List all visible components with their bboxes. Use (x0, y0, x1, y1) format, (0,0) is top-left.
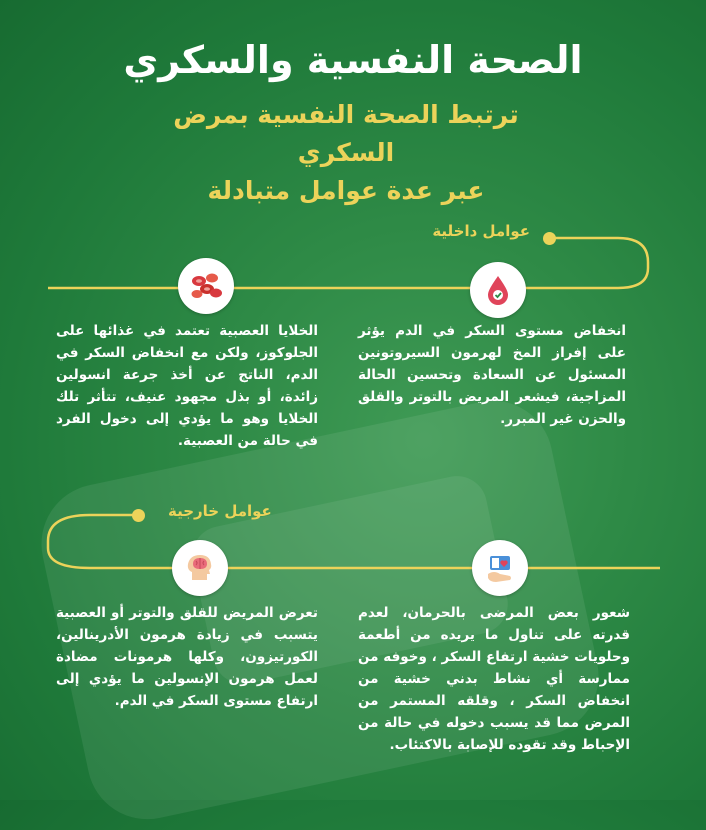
blood-cells-icon (187, 267, 225, 305)
hand-phone-icon (482, 550, 518, 586)
external-factors-tag: عوامل خارجية (168, 502, 272, 520)
brain-head-icon (182, 550, 218, 586)
subtitle-line-1: ترتبط الصحة النفسية بمرض السكري (173, 100, 519, 167)
internal-left-icon-circle (178, 258, 234, 314)
external-left-paragraph: تعرض المريض للقلق والتوتر أو العصبية يتسبب في زيادة هرمون الأدرينالين، الكورتيزون، وكلها هرمونات مضادة لعمل هرمون الإنسولين ما يؤدي إلى ارتفاع مستوى السكر في الدم. (56, 605, 318, 709)
subtitle-line-2: عبر عدة عوامل متبادلة (207, 176, 485, 205)
internal-factors-tag: عوامل داخلية (432, 222, 530, 240)
timeline-dot-internal (543, 232, 556, 245)
internal-left-paragraph: الخلايا العصبية تعتمد في غذائها على الجلوكوز، ولكن مع انخفاض السكر في الدم، الناتج عن أخذ جرعة انسولين زائدة، أو بذل مجهود عنيف، تتأثر تلك الخلايا وهو ما يؤدي إلى دخول الفرد في حالة من العصبية. (56, 323, 318, 449)
external-left-icon-circle (172, 540, 228, 596)
external-right-paragraph: شعور بعض المرضى بالحرمان، لعدم قدرته على تناول ما يريده من أطعمة وحلويات خشية ارتفاع السكر ، وخوفه من ممارسة أي نشاط بدني خشية من انخفاض السكر ، وقلقه المستمر من المرض مما قد يسبب دخوله في حالة من الإحباط وقد تقوده للإصابة بالاكتئاب. (358, 605, 630, 753)
blood-drop-icon (481, 273, 515, 307)
external-right-icon-circle (472, 540, 528, 596)
page-title: الصحة النفسية والسكري (123, 38, 583, 82)
internal-right-paragraph: انخفاض مستوى السكر في الدم يؤثر على إفراز المخ لهرمون السيروتونين المسئول عن السعادة وتحسين الحالة المزاجية، فيشعر المريض بالتوتر والقلق والحزن غير المبرر. (358, 323, 626, 427)
timeline-dot-external (132, 509, 145, 522)
internal-right-icon-circle (470, 262, 526, 318)
